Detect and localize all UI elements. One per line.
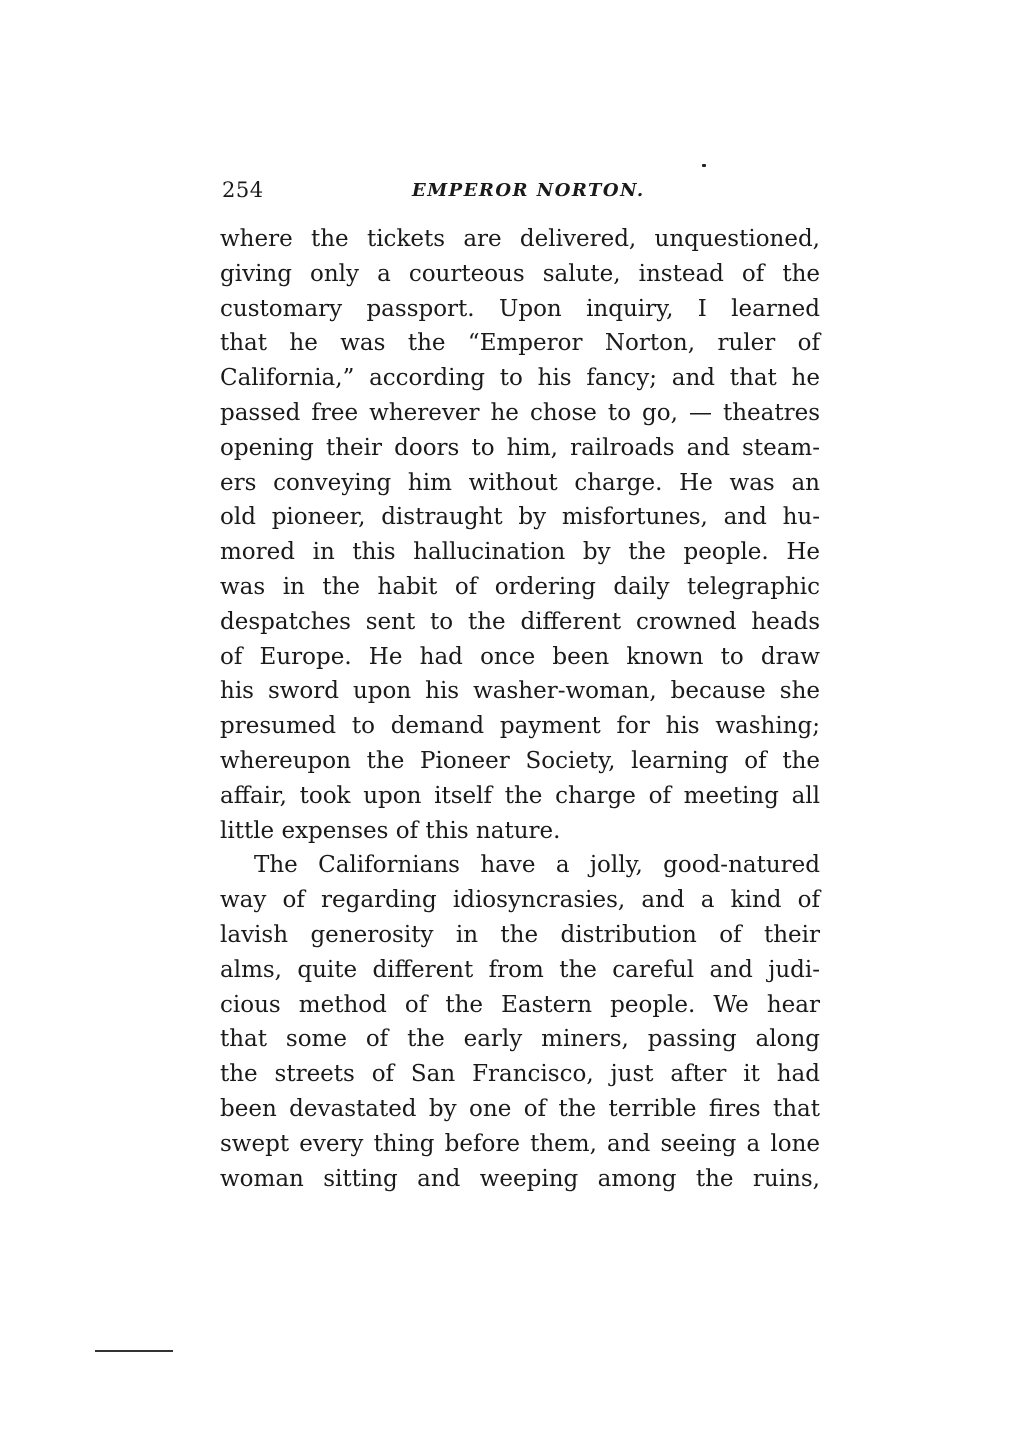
- text-line: woman sitting and weeping among the ruins,: [220, 1165, 820, 1192]
- text-line: passed free wherever he chose to go, — theatres: [220, 399, 820, 426]
- text-line: customary passport. Upon inquiry, I learned: [220, 295, 820, 322]
- text-line: been devastated by one of the terrible fires that: [220, 1095, 820, 1122]
- page-number: 254: [222, 178, 264, 202]
- text-line: affair, took upon itself the charge of meeting all: [220, 782, 820, 809]
- text-line: way of regarding idiosyncrasies, and a kind of: [220, 887, 820, 914]
- body-text: [220, 222, 820, 1196]
- print-speck: [702, 164, 706, 167]
- text-line: his sword upon his washer-woman, because she: [220, 678, 820, 705]
- running-title: EMPEROR NORTON.: [412, 180, 645, 201]
- text-line: little expenses of this nature.: [220, 817, 561, 844]
- text-line: whereupon the Pioneer Society, learning of the: [220, 747, 820, 774]
- text-line: that he was the “Emperor Norton, ruler of: [220, 330, 820, 357]
- text-line: of Europe. He had once been known to draw: [220, 643, 820, 670]
- text-line: the streets of San Francisco, just after it had: [220, 1061, 820, 1088]
- text-line: presumed to demand payment for his washing;: [220, 713, 820, 740]
- text-line: The Californians have a jolly, good-natured: [254, 852, 820, 879]
- footer-rule: [95, 1350, 173, 1352]
- page-header: [222, 178, 822, 208]
- text-line: California,” according to his fancy; and that he: [220, 365, 820, 392]
- text-line: was in the habit of ordering daily telegraphic: [220, 573, 820, 600]
- paragraph: [220, 848, 820, 1196]
- text-line: alms, quite different from the careful and judi-: [220, 956, 820, 983]
- text-line: despatches sent to the different crowned heads: [220, 608, 820, 635]
- text-line: lavish generosity in the distribution of their: [220, 921, 820, 948]
- text-line: mored in this hallucination by the people. He: [220, 539, 820, 566]
- paragraph: [220, 222, 820, 848]
- text-line: giving only a courteous salute, instead of the: [220, 260, 820, 287]
- text-line: where the tickets are delivered, unquestioned,: [220, 226, 820, 252]
- text-line: cious method of the Eastern people. We hear: [220, 991, 820, 1018]
- text-line: old pioneer, distraught by misfortunes, and hu-: [220, 504, 820, 531]
- text-line: opening their doors to him, railroads and steam-: [220, 434, 820, 461]
- text-line: swept every thing before them, and seeing a lone: [220, 1130, 820, 1157]
- text-line: that some of the early miners, passing along: [220, 1026, 820, 1053]
- text-line: ers conveying him without charge. He was an: [220, 469, 820, 496]
